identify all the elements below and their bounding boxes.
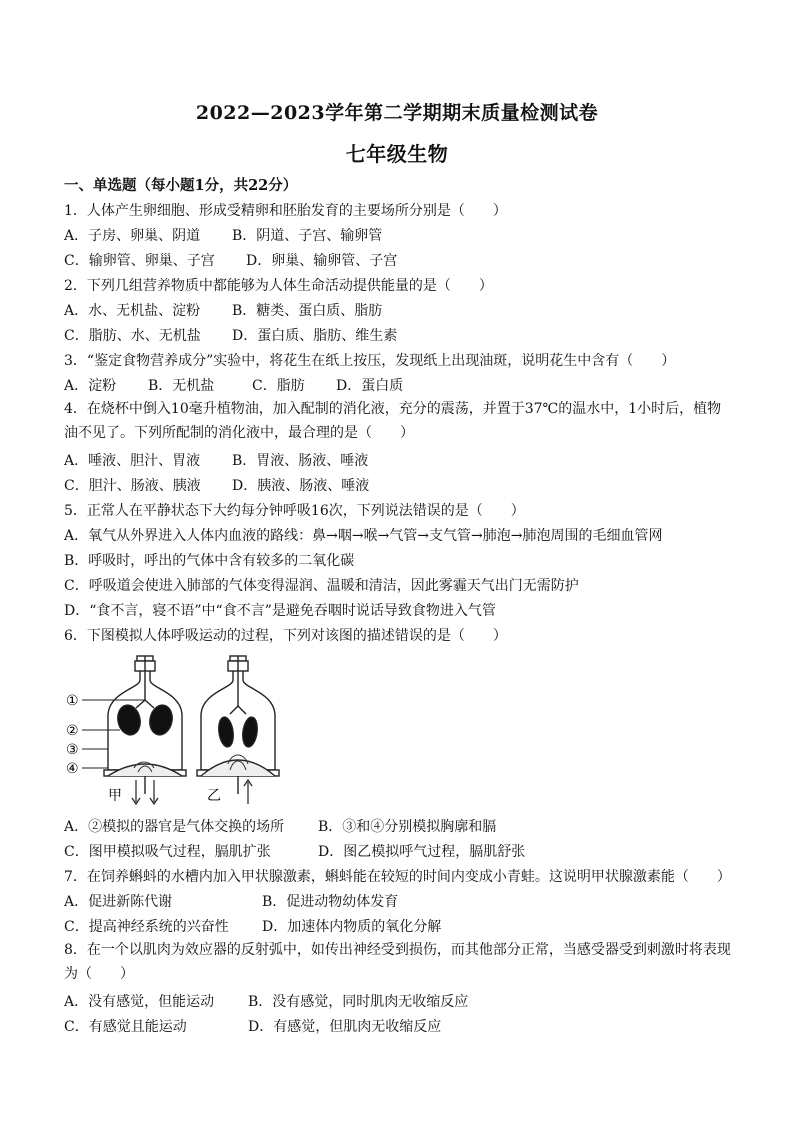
exam-subject: 七年级生物 — [345, 142, 449, 166]
question-1-options-row-2 — [64, 250, 397, 270]
question-1-stem: 1．人体产生卵细胞、形成受精卵和胚胎发育的主要场所分别是（ ） — [64, 203, 507, 219]
question-5-option-b: B．呼吸时，呼出的气体中含有较多的二氧化碳 — [64, 553, 355, 569]
question-5-option-d: D．“食不言，寝不语”中“食不言”是避免吞咽时说话导致食物进入气管 — [64, 603, 496, 619]
question-1-option-d: D．卵巢、输卵管、子宫 — [246, 253, 398, 269]
question-2-options-row-1 — [64, 300, 382, 320]
question-3-option-c: C．脂肪 — [252, 378, 305, 394]
question-4-option-b: B．胃液、肠液、唾液 — [232, 453, 369, 469]
question-5-stem: 5．正常人在平静状态下大约每分钟呼吸16次，下列说法错误的是（ ） — [64, 503, 525, 519]
label-3: ③ — [66, 742, 79, 758]
question-8-options-row-1 — [64, 991, 468, 1011]
question-2-option-d: D．蛋白质、脂肪、维生素 — [232, 328, 398, 344]
question-3-stem: 3．“鉴定食物营养成分”实验中，将花生在纸上按压，发现纸上出现油斑，说明花生中含有（ ） — [64, 353, 676, 369]
question-7-stem: 7．在饲养蝌蚪的水槽内加入甲状腺激素，蝌蚪能在较短的时间内变成小青蛙。这说明甲状腺激素能（ ） — [64, 869, 731, 885]
question-8-options-row-2 — [64, 1016, 441, 1036]
question-3-option-b: B．无机盐 — [148, 378, 215, 394]
question-8-option-c: C．有感觉且能运动 — [64, 1019, 187, 1035]
question-3-option-d: D．蛋白质 — [336, 378, 404, 394]
question-7-options-row-2 — [64, 916, 441, 936]
question-6-option-d: D．图乙模拟呼气过程，膈肌舒张 — [318, 844, 526, 860]
question-7-option-b: B．促进动物幼体发育 — [262, 894, 399, 910]
caption-yi: 乙 — [207, 788, 221, 804]
question-4-option-d: D．胰液、肠液、唾液 — [232, 478, 370, 494]
question-6-option-c: C．图甲模拟吸气过程，膈肌扩张 — [64, 844, 271, 860]
question-6-stem: 6．下图模拟人体呼吸运动的过程，下列对该图的描述错误的是（ ） — [64, 628, 507, 644]
question-3-options — [64, 375, 403, 395]
question-7-options-row-1 — [64, 891, 398, 911]
question-8-option-b: B．没有感觉，同时肌肉无收缩反应 — [248, 994, 469, 1010]
label-4: ④ — [66, 761, 79, 777]
question-4-stem: 4．在烧杯中倒入10毫升植物油，加入配制的消化液，充分的震荡，并置于37℃的温水中，1小时后，植物油不见了。下列所配制的消化液中，最合理的是（ ） — [64, 401, 722, 441]
question-8-option-d: D．有感觉，但肌肉无收缩反应 — [248, 1019, 442, 1035]
question-8-option-a: A．没有感觉，但能运动 — [64, 994, 215, 1010]
question-1-options-row-1 — [64, 225, 382, 245]
question-5-option-a: A．氧气从外界进入人体内血液的路线：鼻→咽→喉→气管→支气管→肺泡→肺泡周围的毛细血管网 — [64, 528, 663, 544]
question-5-option-c: C．呼吸道会使进入肺部的气体变得湿润、温暖和清洁，因此雾霾天气出门无需防护 — [64, 578, 579, 594]
label-1: ① — [66, 693, 79, 709]
label-2: ② — [66, 723, 79, 739]
question-1-option-a: A．子房、卵巢、阴道 — [64, 228, 201, 244]
question-4-option-c: C．胆汁、肠液、胰液 — [64, 478, 201, 494]
question-1-option-b: B．阴道、子宫、输卵管 — [232, 228, 383, 244]
section-heading: 一、单选题（每小题1分，共22分） — [64, 177, 298, 194]
question-2-option-a: A．水、无机盐、淀粉 — [64, 303, 201, 319]
question-4-option-a: A．唾液、胆汁、胃液 — [64, 453, 201, 469]
bell-jar-right — [197, 656, 279, 804]
question-2-option-b: B．糖类、蛋白质、脂肪 — [232, 303, 383, 319]
question-2-stem: 2．下列几组营养物质中都能够为人体生命活动提供能量的是（ ） — [64, 278, 493, 294]
question-2-option-c: C．脂肪、水、无机盐 — [64, 328, 201, 344]
question-6-options-row-2 — [64, 841, 525, 861]
question-8-stem: 8．在一个以肌肉为效应器的反射弧中，如传出神经受到损伤，而其他部分正常，当感受器受到刺激时将表现为（ ） — [64, 942, 731, 982]
question-3-option-a: A．淀粉 — [64, 378, 117, 394]
question-7-option-d: D．加速体内物质的氧化分解 — [262, 919, 442, 935]
question-4-options-row-1 — [64, 450, 368, 470]
question-1-option-c: C．输卵管、卵巢、子宫 — [64, 253, 215, 269]
caption-jia: 甲 — [108, 788, 122, 804]
question-7-option-a: A．促进新陈代谢 — [64, 894, 173, 910]
question-6-option-b: B．③和④分别模拟胸廓和膈 — [318, 819, 497, 835]
respiration-model-figure — [64, 652, 294, 810]
exam-title: 2022—2023学年第二学期期末质量检测试卷 — [195, 102, 599, 124]
question-6-options-row-1 — [64, 816, 496, 836]
question-2-options-row-2 — [64, 325, 397, 345]
question-6-option-a: A．②模拟的器官是气体交换的场所 — [64, 819, 285, 835]
question-4-options-row-2 — [64, 475, 369, 495]
question-7-option-c: C．提高神经系统的兴奋性 — [64, 919, 229, 935]
